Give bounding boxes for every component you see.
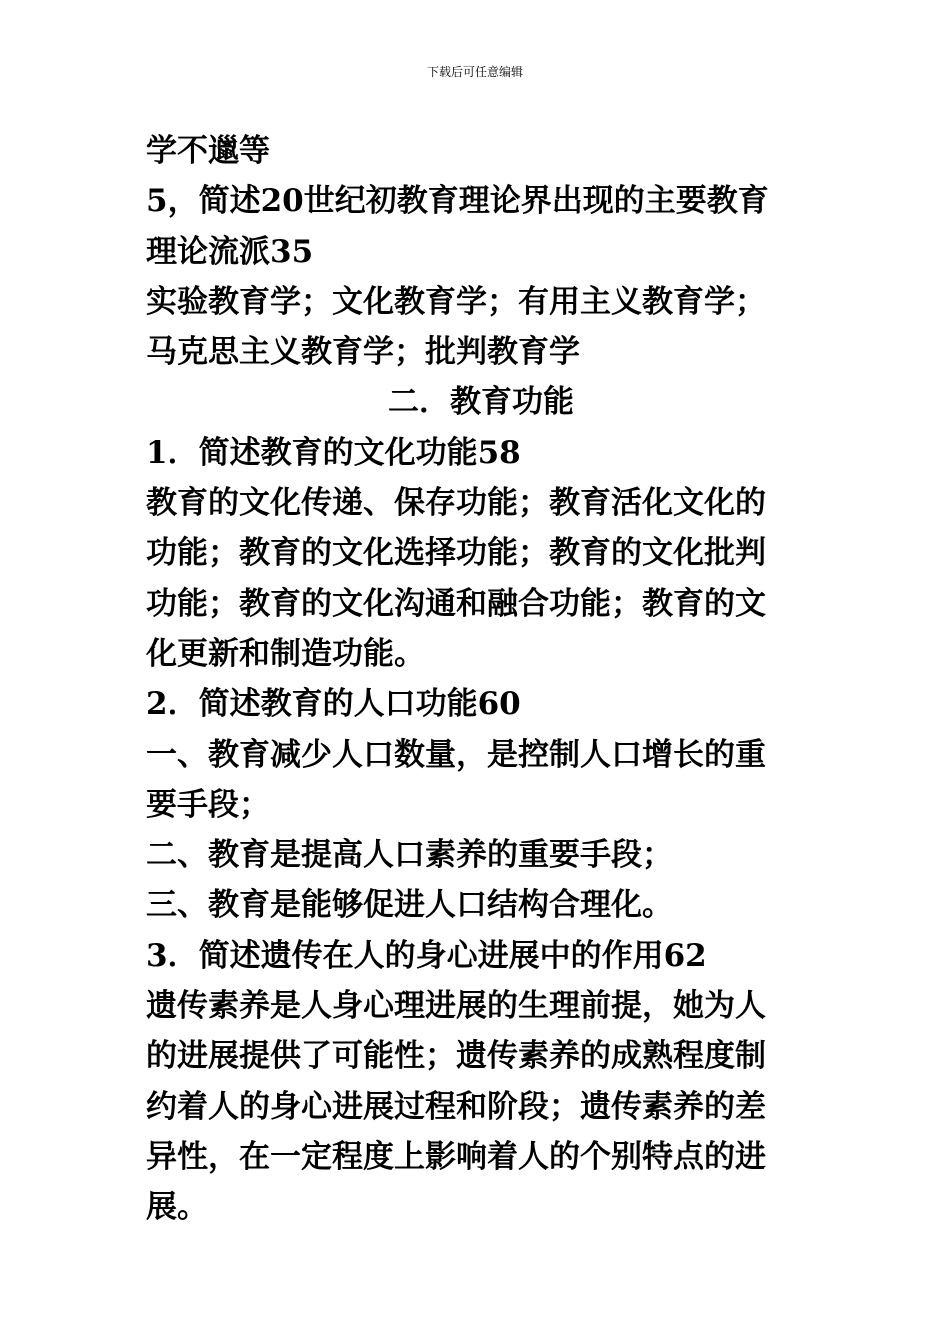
answer-line: 二、教育是提高人口素养的重要手段； [146, 837, 673, 874]
answer-line: 约着人的身心进展过程和阶段；遗传素养的差 [146, 1088, 766, 1125]
answer-line: 化更新和制造功能。 [146, 635, 425, 672]
answer-line: 一、教育减少人口数量，是控制人口增长的重 [146, 736, 766, 773]
question-heading: 2．简述教育的人口功能60 [146, 686, 521, 723]
text-line: 学不邋等 [146, 133, 270, 169]
document-body [146, 126, 816, 1233]
answer-line: 展。 [146, 1189, 208, 1226]
answer-line: 遗传素养是人身心理进展的生理前提，她为人 [146, 988, 766, 1025]
answer-line: 要手段； [146, 786, 270, 823]
section-title: 二．教育功能 [388, 384, 574, 421]
answer-line: 实验教育学；文化教育学；有用主义教育学； [146, 283, 766, 320]
answer-line: 的进展提供了可能性；遗传素养的成熟程度制 [146, 1038, 766, 1075]
answer-line: 三、教育是能够促进人口结构合理化。 [146, 887, 673, 924]
page-header: 下载后可任意编辑 [426, 65, 523, 79]
question-heading: 5，简述20世纪初教育理论界出现的主要教育 [146, 183, 769, 220]
question-heading: 理论流派35 [146, 233, 314, 270]
answer-line: 异性，在一定程度上影响着人的个别特点的进 [146, 1138, 766, 1175]
answer-line: 马克思主义教育学；批判教育学 [146, 334, 580, 371]
answer-line: 功能；教育的文化沟通和融合功能；教育的文 [146, 585, 766, 622]
question-heading: 1．简述教育的文化功能58 [146, 434, 521, 471]
answer-line: 功能；教育的文化选择功能；教育的文化批判 [146, 535, 766, 572]
question-heading: 3．简述遗传在人的身心进展中的作用62 [146, 937, 707, 974]
answer-line: 教育的文化传递、保存功能；教育活化文化的 [146, 485, 766, 522]
